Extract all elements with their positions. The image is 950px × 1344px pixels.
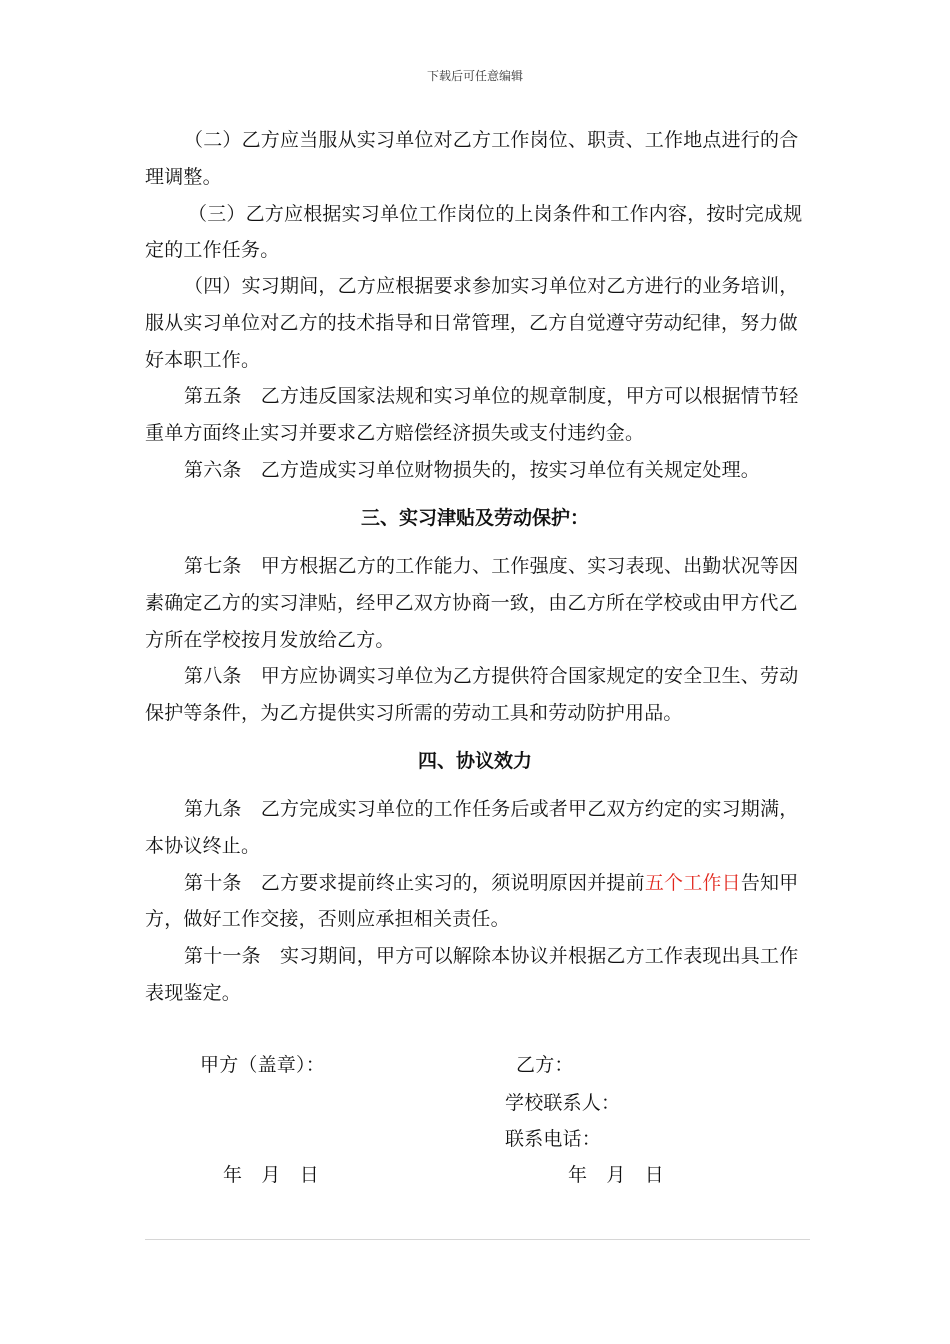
article-10-text-post: 告知甲: [740, 872, 799, 894]
article-9-line-1: 第九条 乙方完成实习单位的工作任务后或者甲乙双方约定的实习期满，: [184, 798, 799, 820]
article-7-line-1: 第七条 甲方根据乙方的工作能力、工作强度、实习表现、出勤状况等因: [184, 555, 799, 577]
article-6-line-1: 第六条 乙方造成实习单位财物损失的，按实习单位有关规定处理。: [184, 459, 761, 481]
article-7-line-2: 素确定乙方的实习津贴，经甲乙双方协商一致，由乙方所在学校或由甲方代乙: [145, 592, 798, 614]
clause-4-line-3: 好本职工作。: [145, 349, 261, 371]
school-contact-label: 学校联系人：: [505, 1092, 621, 1114]
article-9-line-2: 本协议终止。: [145, 835, 261, 857]
party-a-seal-label: 甲方（盖章）：: [200, 1054, 325, 1076]
clause-3-line-1: （三）乙方应根据实习单位工作岗位的上岗条件和工作内容，按时完成规: [188, 203, 803, 225]
article-10-line-1: [184, 871, 798, 895]
article-10-line-2: 方，做好工作交接，否则应承担相关责任。: [145, 908, 510, 930]
clause-4-line-2: 服从实习单位对乙方的技术指导和日常管理，乙方自觉遵守劳动纪律，努力做: [145, 312, 798, 334]
article-8-line-1: 第八条 甲方应协调实习单位为乙方提供符合国家规定的安全卫生、劳动: [184, 665, 799, 687]
article-5-line-1: 第五条 乙方违反国家法规和实习单位的规章制度，甲方可以根据情节轻: [184, 385, 799, 407]
article-7-line-3: 方所在学校按月发放给乙方。: [145, 629, 395, 651]
footer-divider: [145, 1239, 810, 1240]
clause-3-line-2: 定的工作任务。: [145, 239, 280, 261]
article-11-line-2: 表现鉴定。: [145, 982, 242, 1004]
article-5-line-2: 重单方面终止实习并要求乙方赔偿经济损失或支付违约金。: [145, 422, 645, 444]
clause-2-line-1: （二）乙方应当服从实习单位对乙方工作岗位、职责、工作地点进行的合: [184, 129, 799, 151]
party-b-label: 乙方：: [516, 1054, 574, 1076]
article-10-highlight: 五个工作日: [644, 872, 741, 894]
party-b-date: 年 月 日: [568, 1164, 665, 1186]
section-4-heading: 四、协议效力: [417, 750, 532, 772]
party-a-date: 年 月 日: [223, 1164, 320, 1186]
article-8-line-2: 保护等条件，为乙方提供实习所需的劳动工具和劳动防护用品。: [145, 702, 683, 724]
contact-phone-label: 联系电话：: [505, 1128, 602, 1150]
clause-2-line-2: 理调整。: [145, 166, 222, 188]
section-3-heading: 三、实习津贴及劳动保护：: [360, 507, 589, 529]
clause-4-line-1: （四）实习期间，乙方应根据要求参加实习单位对乙方进行的业务培训，: [184, 275, 799, 297]
page-header: 下载后可任意编辑: [426, 69, 523, 83]
article-10-text-pre: 第十条 乙方要求提前终止实习的，须说明原因并提前: [184, 872, 645, 894]
article-11-line-1: 第十一条 实习期间，甲方可以解除本协议并根据乙方工作表现出具工作: [184, 945, 799, 967]
